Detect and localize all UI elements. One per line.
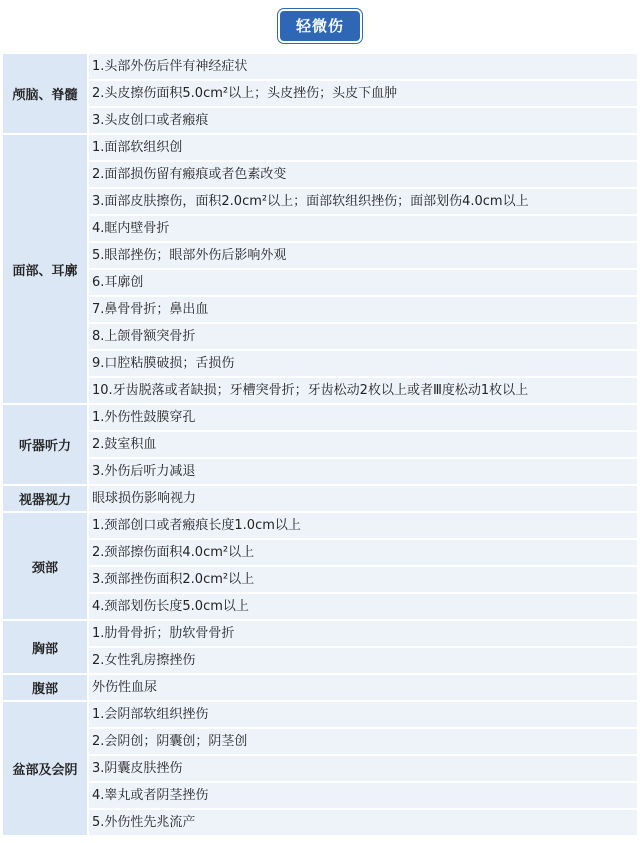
injury-item-cell: 3.头皮创口或者瘢痕 <box>89 108 637 133</box>
table-row <box>3 135 637 160</box>
injury-item-cell: 2.面部损伤留有瘢痕或者色素改变 <box>89 162 637 187</box>
table-row <box>3 702 637 727</box>
table-row <box>3 486 637 511</box>
injury-item-cell: 2.鼓室积血 <box>89 432 637 457</box>
injury-table <box>3 52 637 837</box>
injury-item-cell: 6.耳廓创 <box>89 270 637 295</box>
injury-item-cell: 4.颈部划伤长度5.0cm以上 <box>89 594 637 619</box>
table-row <box>3 621 637 646</box>
injury-item-cell: 3.外伤后听力减退 <box>89 459 637 484</box>
injury-item-cell: 3.面部皮肤擦伤，面积2.0cm²以上；面部软组织挫伤；面部划伤4.0cm以上 <box>89 189 637 214</box>
table-row <box>3 216 637 241</box>
injury-item-cell: 5.外伤性先兆流产 <box>89 810 637 835</box>
table-row <box>3 162 637 187</box>
table-row <box>3 189 637 214</box>
injury-item-cell: 1.会阴部软组织挫伤 <box>89 702 637 727</box>
injury-item-cell: 2.女性乳房擦挫伤 <box>89 648 637 673</box>
category-cell: 腹部 <box>3 675 89 700</box>
table-row <box>3 648 637 673</box>
injury-item-cell: 3.阴囊皮肤挫伤 <box>89 756 637 781</box>
table-row <box>3 756 637 781</box>
injury-item-cell: 1.头部外伤后伴有神经症状 <box>89 54 637 79</box>
injury-item-cell: 外伤性血尿 <box>89 675 637 700</box>
table-row <box>3 81 637 106</box>
table-row <box>3 810 637 835</box>
table-row <box>3 297 637 322</box>
injury-item-cell: 8.上颌骨额突骨折 <box>89 324 637 349</box>
category-cell: 胸部 <box>3 621 89 673</box>
table-row <box>3 675 637 700</box>
table-row <box>3 243 637 268</box>
table-row <box>3 783 637 808</box>
category-cell: 盆部及会阴 <box>3 702 89 835</box>
injury-item-cell: 1.颈部创口或者瘢痕长度1.0cm以上 <box>89 513 637 538</box>
injury-item-cell: 4.睾丸或者阴茎挫伤 <box>89 783 637 808</box>
table-row <box>3 729 637 754</box>
injury-item-cell: 4.眶内壁骨折 <box>89 216 637 241</box>
injury-item-cell: 2.颈部擦伤面积4.0cm²以上 <box>89 540 637 565</box>
table-row <box>3 594 637 619</box>
table-row <box>3 54 637 79</box>
table-row <box>3 567 637 592</box>
injury-item-cell: 7.鼻骨骨折；鼻出血 <box>89 297 637 322</box>
page-title: 轻微伤 <box>280 11 360 41</box>
injury-item-cell: 1.肋骨骨折；肋软骨骨折 <box>89 621 637 646</box>
injury-item-cell: 2.会阴创；阴囊创；阴茎创 <box>89 729 637 754</box>
table-row <box>3 405 637 430</box>
table-row <box>3 324 637 349</box>
table-row <box>3 540 637 565</box>
injury-item-cell: 3.颈部挫伤面积2.0cm²以上 <box>89 567 637 592</box>
injury-table-body <box>3 54 637 835</box>
category-cell: 面部、耳廓 <box>3 135 89 403</box>
category-cell: 视器视力 <box>3 486 89 511</box>
injury-item-cell: 1.面部软组织创 <box>89 135 637 160</box>
category-cell: 颈部 <box>3 513 89 619</box>
table-row <box>3 270 637 295</box>
table-row <box>3 351 637 376</box>
title-bar <box>0 0 640 52</box>
table-row <box>3 378 637 403</box>
injury-item-cell: 9.口腔粘膜破损；舌损伤 <box>89 351 637 376</box>
category-cell: 颅脑、脊髓 <box>3 54 89 133</box>
injury-item-cell: 眼球损伤影响视力 <box>89 486 637 511</box>
injury-item-cell: 2.头皮擦伤面积5.0cm²以上；头皮挫伤；头皮下血肿 <box>89 81 637 106</box>
injury-item-cell: 5.眼部挫伤；眼部外伤后影响外观 <box>89 243 637 268</box>
injury-item-cell: 10.牙齿脱落或者缺损；牙槽突骨折；牙齿松动2枚以上或者Ⅲ度松动1枚以上 <box>89 378 637 403</box>
table-row <box>3 108 637 133</box>
table-row <box>3 432 637 457</box>
table-row <box>3 459 637 484</box>
table-row <box>3 513 637 538</box>
category-cell: 听器听力 <box>3 405 89 484</box>
injury-item-cell: 1.外伤性鼓膜穿孔 <box>89 405 637 430</box>
